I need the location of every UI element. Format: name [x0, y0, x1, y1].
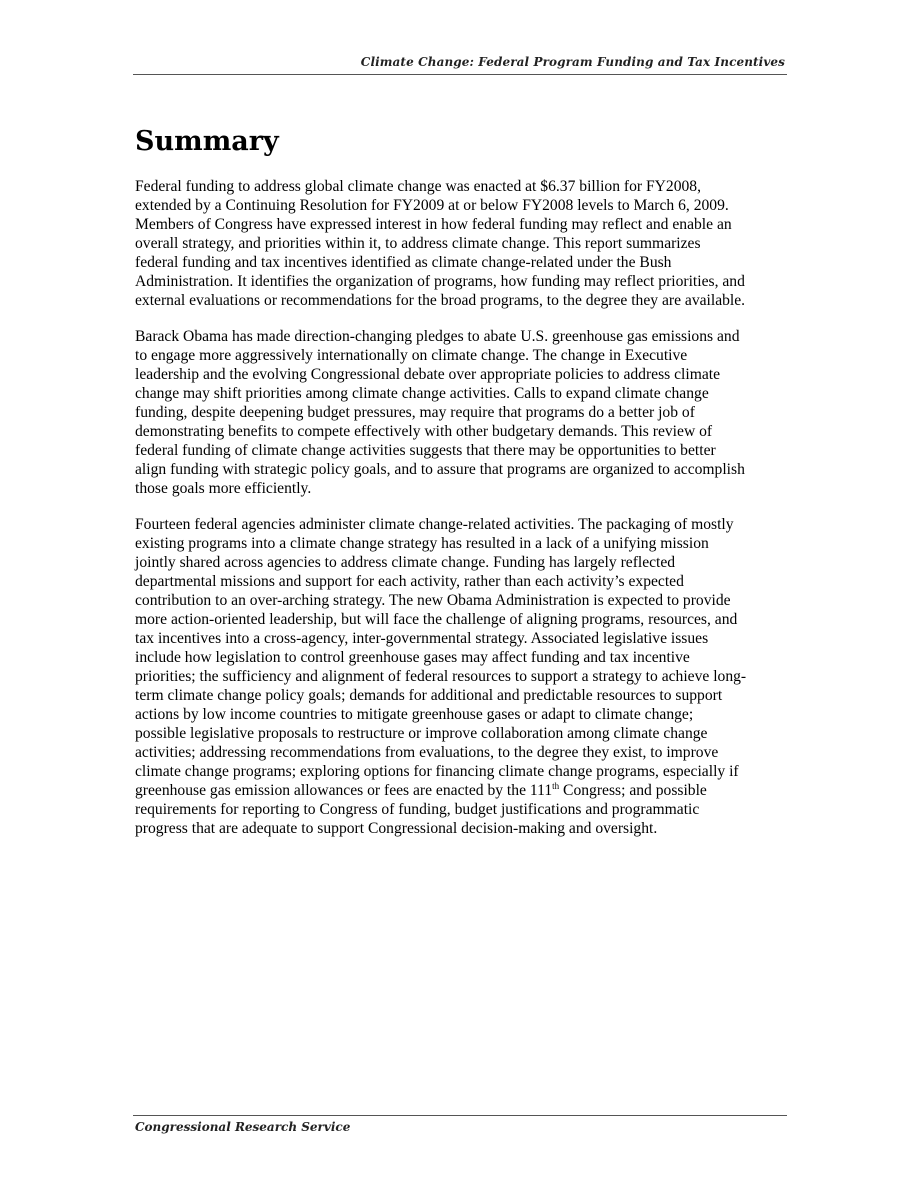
text-line: tax incentives into a cross-agency, inter-governmental strategy. Associated legislative issues: [135, 630, 709, 647]
text-line: change may shift priorities among climate change activities. Calls to expand climate change: [135, 385, 709, 402]
text-line: priorities; the sufficiency and alignment of federal resources to support a strategy to achieve long-: [135, 668, 747, 685]
text-line: funding, despite deepening budget pressures, may require that programs do a better job of: [135, 404, 695, 421]
text-line: demonstrating benefits to compete effectively with other budgetary demands. This review of: [135, 423, 713, 440]
text-line: Barack Obama has made direction-changing pledges to abate U.S. greenhouse gas emissions and: [135, 328, 740, 345]
footer-divider: [133, 1115, 787, 1116]
text-line: climate change programs; exploring options for financing climate change programs, especially if: [135, 763, 739, 780]
text-line: contribution to an over-arching strategy. The new Obama Administration is expected to provide: [135, 592, 731, 609]
text-line: external evaluations or recommendations for the broad programs, to the degree they are available.: [135, 292, 746, 309]
text-line: extended by a Continuing Resolution for FY2009 at or below FY2008 levels to March 6, 2009.: [135, 197, 729, 214]
text-line: Members of Congress have expressed interest in how federal funding may reflect and enable an: [135, 216, 732, 233]
text-line: Federal funding to address global climate change was enacted at $6.37 billion for FY2008,: [135, 178, 701, 195]
text-line: align funding with strategic policy goals, and to assure that programs are organized to accomplish: [135, 461, 745, 478]
text-line: to engage more aggressively internationally on climate change. The change in Executive: [135, 347, 688, 364]
text-fragment: Congress; and possible: [559, 782, 707, 799]
text-line-with-superscript: [135, 781, 787, 800]
running-header: [133, 54, 787, 75]
summary-paragraph-3: [135, 515, 787, 838]
summary-body: [135, 177, 787, 855]
text-line: Administration. It identifies the organization of programs, how funding may reflect priorities, and: [135, 273, 745, 290]
text-line: Fourteen federal agencies administer climate change-related activities. The packaging of mostly: [135, 516, 734, 533]
text-line: leadership and the evolving Congressional debate over appropriate policies to address climate: [135, 366, 721, 383]
text-line: term climate change policy goals; demands for additional and predictable resources to support: [135, 687, 723, 704]
text-line: existing programs into a climate change strategy has resulted in a lack of a unifying mission: [135, 535, 709, 552]
text-line: departmental missions and support for each activity, rather than each activity’s expected: [135, 573, 684, 590]
text-line: more action-oriented leadership, but will face the challenge of aligning programs, resources, and: [135, 611, 738, 628]
text-line: requirements for reporting to Congress of funding, budget justifications and programmatic: [135, 801, 700, 818]
summary-paragraph-1: [135, 177, 787, 310]
text-fragment: greenhouse gas emission allowances or fees are enacted by the 111: [135, 782, 553, 799]
text-line: possible legislative proposals to restructure or improve collaboration among climate change: [135, 725, 708, 742]
ordinal-superscript: th: [552, 780, 560, 791]
text-line: federal funding of climate change activities suggests that there may be opportunities to better: [135, 442, 716, 459]
footer-publisher: Congressional Research Service: [135, 1120, 351, 1134]
text-line: actions by low income countries to mitigate greenhouse gases or adapt to climate change;: [135, 706, 694, 723]
text-line: include how legislation to control greenhouse gases may affect funding and tax incentive: [135, 649, 690, 666]
running-header-title: Climate Change: Federal Program Funding and Tax Incentives: [360, 55, 785, 69]
text-line: jointly shared across agencies to address climate change. Funding has largely reflected: [135, 554, 676, 571]
text-line: those goals more efficiently.: [135, 480, 312, 497]
summary-heading: Summary: [135, 126, 279, 157]
text-line: overall strategy, and priorities within it, to address climate change. This report summarizes: [135, 235, 701, 252]
text-line: progress that are adequate to support Congressional decision-making and oversight.: [135, 820, 658, 837]
text-line: activities; addressing recommendations from evaluations, to the degree they exist, to improve: [135, 744, 719, 761]
text-line: federal funding and tax incentives identified as climate change-related under the Bush: [135, 254, 672, 271]
summary-paragraph-2: [135, 327, 787, 498]
